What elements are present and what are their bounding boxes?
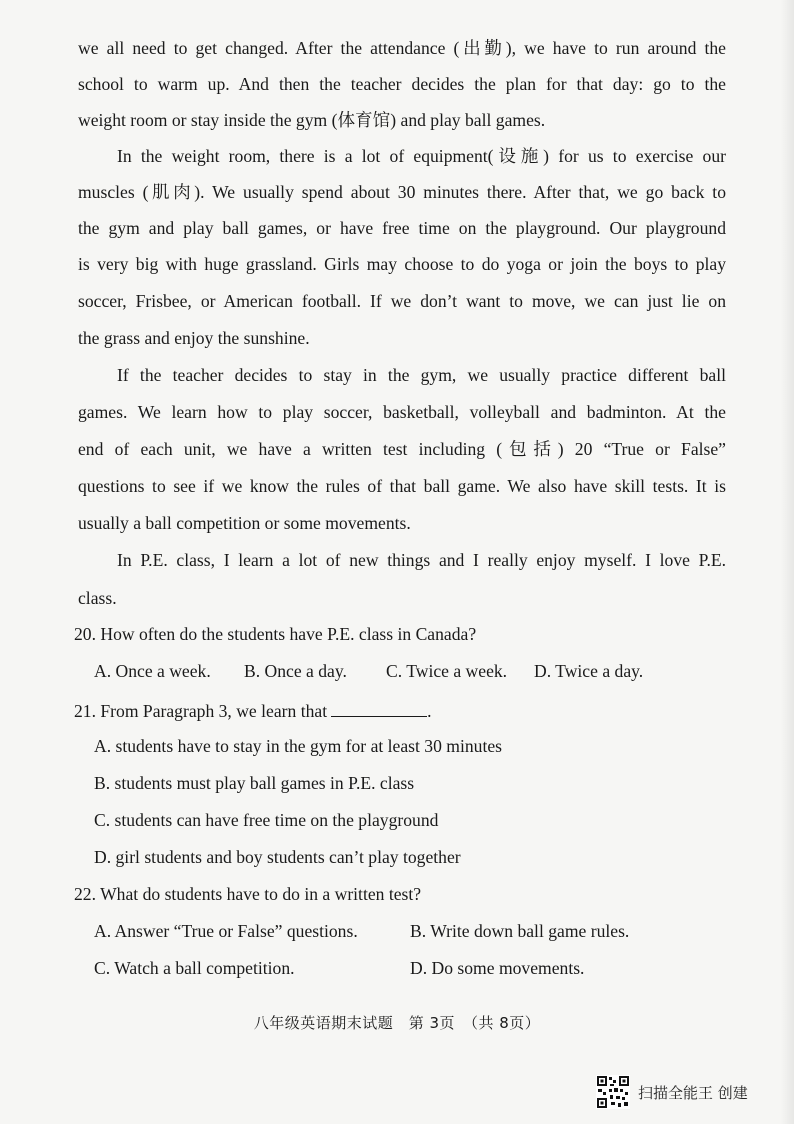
- question-stem-22: 22. What do students have to do in a written test?: [74, 884, 422, 904]
- option-b[interactable]: B. students must play ball games in P.E. class: [94, 773, 415, 793]
- question-options-22-row2: [94, 957, 584, 979]
- passage-line: we all need to get changed. After the attendance (出勤), we have to run around the: [78, 38, 726, 58]
- qr-code-icon: [596, 1075, 630, 1109]
- scanner-watermark: [596, 1074, 748, 1110]
- option-d[interactable]: D. girl students and boy students can’t play together: [94, 847, 461, 867]
- option-a[interactable]: A. Answer “True or False” questions.: [94, 921, 358, 941]
- option-d[interactable]: D. Do some movements.: [410, 958, 585, 978]
- passage-line: the gym and play ball games, or have free time on the playground. Our playground: [78, 218, 726, 238]
- option-a[interactable]: A. Once a week.: [94, 661, 211, 681]
- passage-line: In P.E. class, I learn a lot of new things and I really enjoy myself. I love P.E.: [117, 550, 726, 570]
- page-edge-shadow: [780, 0, 794, 1124]
- passage-line: games. We learn how to play soccer, basketball, volleyball and badminton. At the: [78, 402, 726, 422]
- passage-line: is very big with huge grassland. Girls may choose to do yoga or join the boys to play: [78, 254, 726, 274]
- scanner-label: 扫描全能王 创建: [638, 1083, 748, 1102]
- question-options-20: [94, 660, 643, 682]
- question-options-22-row1: [94, 920, 629, 942]
- passage-line: usually a ball competition or some movements.: [78, 513, 411, 533]
- question-stem-end: .: [427, 701, 432, 721]
- option-b[interactable]: B. Once a day.: [244, 661, 347, 681]
- page-footer: 八年级英语期末试题 第 3页 （共 8页）: [253, 1014, 541, 1032]
- question-stem-21: [74, 698, 432, 722]
- passage-line: class.: [78, 588, 117, 608]
- option-b[interactable]: B. Write down ball game rules.: [410, 921, 630, 941]
- question-stem-text: 21. From Paragraph 3, we learn that: [74, 701, 328, 721]
- passage-line: soccer, Frisbee, or American football. If we don’t want to move, we can just lie on: [78, 291, 726, 311]
- option-d[interactable]: D. Twice a day.: [534, 661, 644, 681]
- passage-line: the grass and enjoy the sunshine.: [78, 328, 310, 348]
- option-a[interactable]: A. students have to stay in the gym for at least 30 minutes: [94, 736, 503, 756]
- question-stem-20: 20. How often do the students have P.E. class in Canada?: [74, 624, 477, 644]
- passage-line: In the weight room, there is a lot of equipment(设施) for us to exercise our: [117, 146, 726, 166]
- passage-line: school to warm up. And then the teacher decides the plan for that day: go to the: [78, 74, 726, 94]
- option-c[interactable]: C. Twice a week.: [386, 661, 508, 681]
- answer-blank[interactable]: [331, 698, 427, 717]
- passage-line: questions to see if we know the rules of that ball game. We also have skill tests. It is: [78, 476, 726, 496]
- option-c[interactable]: C. students can have free time on the playground: [94, 810, 439, 830]
- passage-line: end of each unit, we have a written test including (包括) 20 “True or False”: [78, 439, 726, 459]
- passage-line: If the teacher decides to stay in the gym, we usually practice different ball: [117, 365, 726, 385]
- option-c[interactable]: C. Watch a ball competition.: [94, 958, 295, 978]
- passage-line: muscles (肌肉). We usually spend about 30 minutes there. After that, we go back to: [78, 182, 726, 202]
- passage-line: weight room or stay inside the gym (体育馆) and play ball games.: [78, 110, 546, 130]
